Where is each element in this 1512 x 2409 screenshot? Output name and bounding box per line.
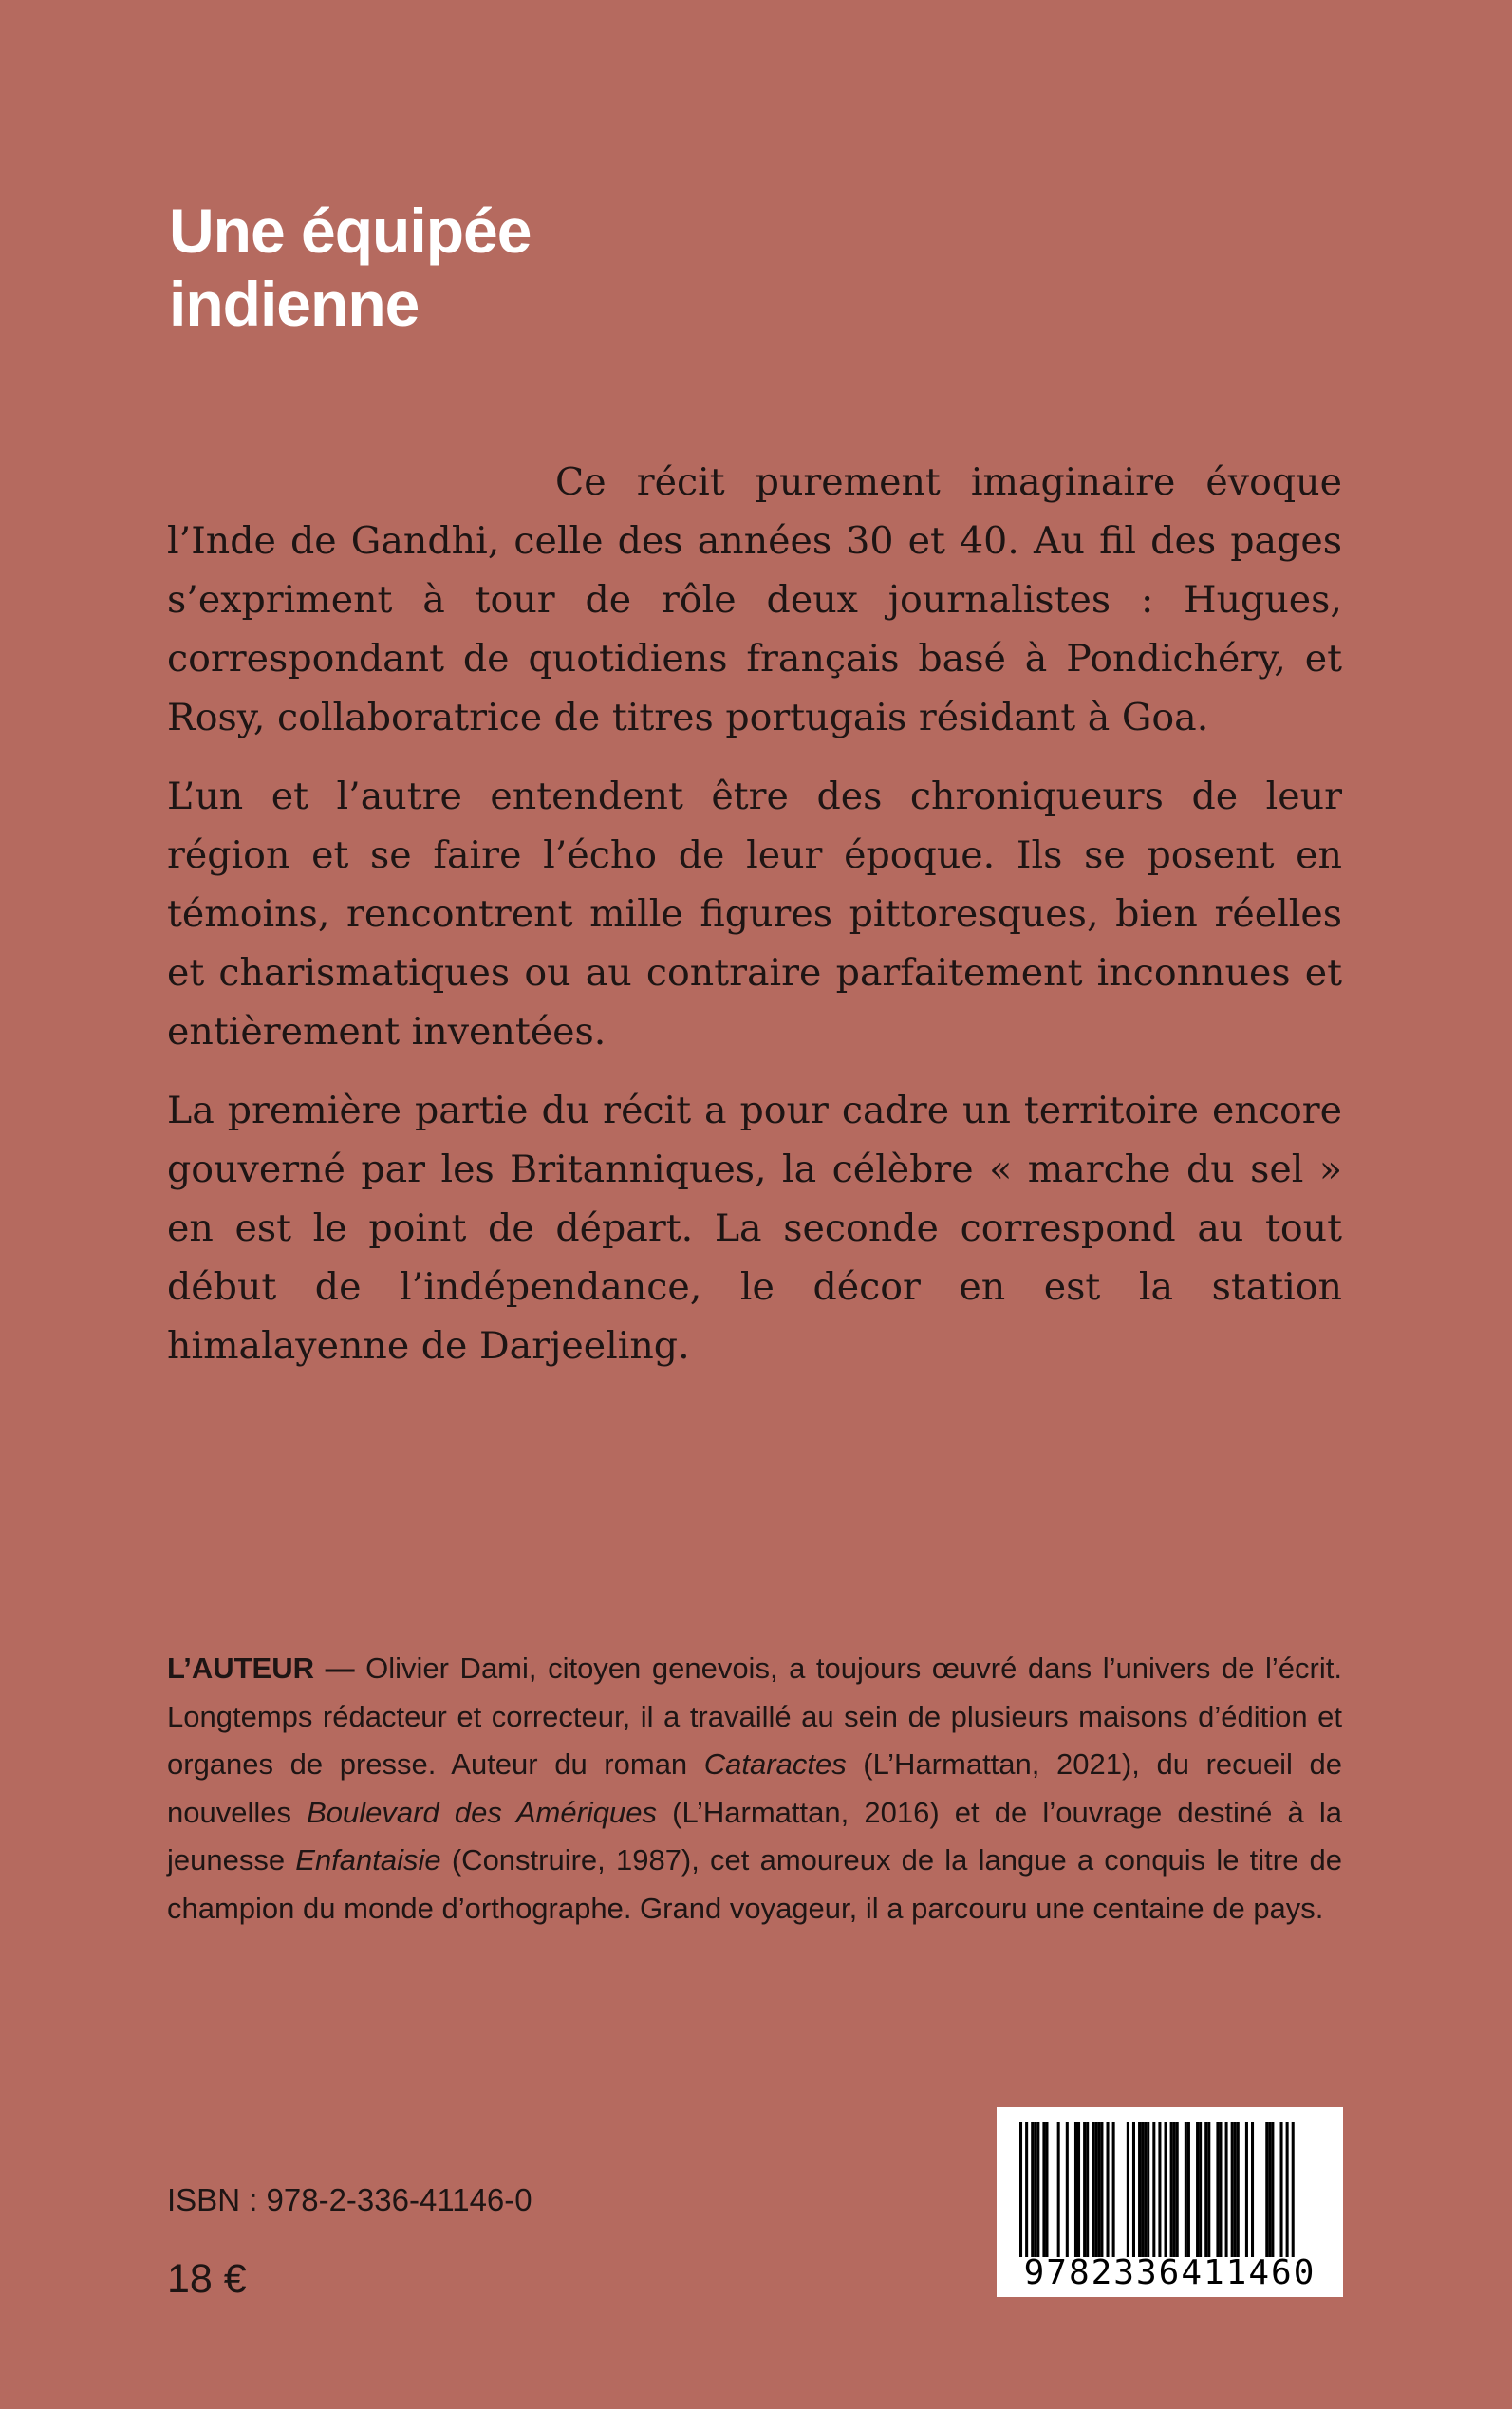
barcode-bar [1245, 2122, 1248, 2257]
book-title-cataractes: Cataractes [703, 1747, 847, 1781]
barcode-bar [1265, 2122, 1268, 2257]
barcode-bar [1231, 2122, 1234, 2257]
barcode-bar [1074, 2122, 1077, 2257]
barcode-bar [1127, 2122, 1129, 2257]
barcode-bar [1097, 2122, 1100, 2257]
barcode-bar [1112, 2122, 1115, 2257]
barcode-bar [1234, 2122, 1237, 2257]
book-title-boulevard: Boulevard des Amériques [307, 1795, 658, 1829]
barcode-bar [1176, 2122, 1179, 2257]
book-title [169, 195, 531, 341]
barcode-bar [1066, 2122, 1069, 2257]
barcode-digits: 9782336411460 [1023, 2253, 1316, 2292]
barcode-bar [1077, 2122, 1080, 2257]
summary-text [167, 453, 1342, 1395]
barcode-bar [1158, 2122, 1161, 2257]
summary-paragraph-3: La première partie du récit a pour cadre un territoire encore gouverné par les Britanniques, la célèbre « marche du sel » en est le point de départ. La seconde correspond au tout début de l’indépendance, le décor en est la station himalayenne de Darjeeling. [167, 1089, 1342, 1368]
summary-paragraph-2: L’un et l’autre entendent être des chroniqueurs de leur région et se faire l’écho de leur époque. Ils se posent en témoins, rencontrent mille figures pittoresques, bien réelles et charismatiques ou au contraire parfaitement inconnues et entièrement inventées. [167, 775, 1342, 1054]
barcode-bar [1268, 2122, 1271, 2257]
barcode-bar [1187, 2122, 1190, 2257]
book-title-enfantaisie: Enfantaisie [295, 1843, 441, 1877]
author-label: L’AUTEUR — [167, 1652, 355, 1685]
author-text-2: (L’Harmattan, 2021), du recueil de nouvelles [167, 1747, 1342, 1829]
barcode-bar [1025, 2122, 1028, 2257]
barcode-bar [1132, 2122, 1135, 2257]
barcode-bar [1271, 2122, 1274, 2257]
barcode-bar [1185, 2122, 1187, 2257]
barcode-bar [1100, 2122, 1103, 2257]
barcode-bar [1237, 2122, 1240, 2257]
barcode-bar [1086, 2122, 1089, 2257]
barcode-bar [1094, 2122, 1097, 2257]
barcode-bar [1251, 2122, 1254, 2257]
barcode-bar [1286, 2122, 1289, 2257]
barcode-bar [1219, 2122, 1222, 2257]
summary-paragraph-1: Ce récit purement imaginaire évoque l’Inde de Gandhi, celle des années 30 et 40. Au fil des pages s’expriment à tour de rôle deux journalistes : Hugues, correspondant de quotidiens français basé à Pondichéry, et Rosy, collaboratrice de titres portugais résidant à Goa. [167, 460, 1342, 739]
barcode-bar [1280, 2122, 1283, 2257]
barcode-bar [1031, 2122, 1034, 2257]
barcode [997, 2107, 1343, 2297]
barcode-bar [1170, 2122, 1173, 2257]
author-text-3: (L’Harmattan, 2016) et de l’ouvrage destiné à la jeunesse [167, 1795, 1342, 1877]
barcode-bar [1092, 2122, 1094, 2257]
barcode-bar [1057, 2122, 1060, 2257]
barcode-bar [1034, 2122, 1036, 2257]
author-bio [167, 1645, 1342, 1933]
barcode-bar [1138, 2122, 1141, 2257]
barcode-bar [1152, 2122, 1155, 2257]
barcode-bar [1216, 2122, 1219, 2257]
price: 18 € [167, 2256, 247, 2302]
barcode-bar [1141, 2122, 1144, 2257]
barcode-bar [1147, 2122, 1149, 2257]
title-line-2: indienne [169, 269, 420, 339]
barcode-bar [1045, 2122, 1048, 2257]
barcode-bar [1199, 2122, 1202, 2257]
author-text-1: Olivier Dami, citoyen genevois, a toujours œuvré dans l’univers de l’écrit. Longtemps rédacteur et correcteur, il a travaillé au sein de plusieurs maisons d’édition et organes de presse. Auteur du roman [167, 1652, 1342, 1781]
barcode-bar [1083, 2122, 1086, 2257]
barcode-bar [1042, 2122, 1045, 2257]
barcode-bar [1107, 2122, 1110, 2257]
barcode-bar [1165, 2122, 1167, 2257]
barcode-bar [1196, 2122, 1199, 2257]
barcode-bar [1144, 2122, 1147, 2257]
barcode-bar [1036, 2122, 1039, 2257]
author-text-4: (Construire, 1987), cet amoureux de la langue a conquis le titre de champion du monde d’orthographe. Grand voyageur, il a parcouru une centaine de pays. [167, 1843, 1342, 1925]
isbn: ISBN : 978-2-336-41146-0 [167, 2182, 532, 2217]
barcode-bar [1225, 2122, 1228, 2257]
title-line-1: Une équipée [169, 196, 532, 266]
barcode-bar [1019, 2122, 1022, 2257]
barcode-bar [1173, 2122, 1176, 2257]
barcode-bar [1204, 2122, 1207, 2257]
barcode-bar [1292, 2122, 1295, 2257]
barcode-bar [1207, 2122, 1210, 2257]
